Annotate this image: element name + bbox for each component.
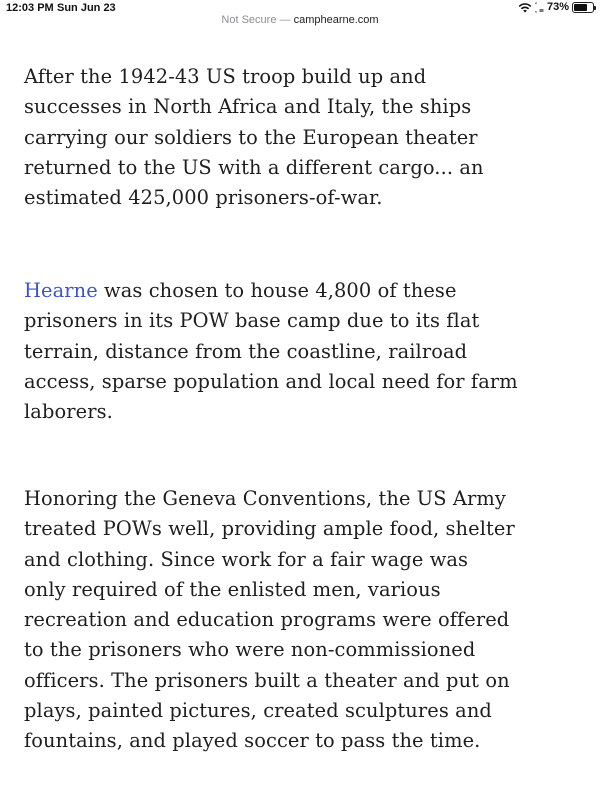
- paragraph-line: and clothing. Since work for a fair wage was: [24, 547, 469, 571]
- battery-percentage: 73%: [546, 1, 569, 13]
- paragraph-line: After the 1942-43 US troop build up and: [24, 65, 427, 88]
- paragraph-line: Honoring the Geneva Conventions, the US Army: [24, 487, 506, 510]
- paragraph-3: [24, 484, 515, 757]
- status-indicators: [518, 1, 594, 13]
- status-time: 12:03 PM: [6, 2, 54, 14]
- battery-icon: [572, 2, 594, 13]
- battery-level-fill: [574, 4, 587, 11]
- paragraph-2: [24, 276, 518, 427]
- paragraph-line: access, sparse population and local need for farm: [24, 369, 518, 393]
- orientation-lock-icon: [535, 2, 544, 13]
- paragraph-1: [24, 62, 484, 213]
- paragraph-line: treated POWs well, providing ample food, shelter: [24, 517, 515, 541]
- paragraph-line: [24, 276, 518, 306]
- paragraph-line: terrain, distance from the coastline, railroad: [24, 339, 468, 363]
- paragraph-line: fountains, and played soccer to pass the time.: [24, 729, 481, 753]
- paragraph-line: plays, painted pictures, created sculptures and: [24, 699, 492, 723]
- paragraph-line: laborers.: [24, 400, 113, 424]
- security-label: Not Secure —: [221, 14, 291, 26]
- paragraph-line: returned to the US with a different cargo... an: [24, 155, 484, 179]
- paragraph-line: prisoners in its POW base camp due to its flat: [24, 309, 480, 333]
- paragraph-line: only required of the enlisted men, various: [24, 577, 441, 601]
- paragraph-line-text: was chosen to house 4,800 of these: [97, 279, 457, 302]
- paragraph-line: recreation and education programs were offered: [24, 608, 510, 632]
- address-bar[interactable]: [0, 14, 600, 30]
- status-date: Sun Jun 23: [57, 2, 116, 14]
- url-domain: camphearne.com: [293, 14, 379, 26]
- paragraph-line: estimated 425,000 prisoners-of-war.: [24, 186, 383, 210]
- hearne-link[interactable]: Hearne: [24, 279, 98, 302]
- paragraph-line: carrying our soldiers to the European theater: [24, 125, 478, 149]
- paragraph-line: to the prisoners who were non-commissioned: [24, 638, 476, 662]
- wifi-icon: [518, 2, 532, 13]
- paragraph-line: officers. The prisoners built a theater and put on: [24, 668, 510, 692]
- paragraph-line: successes in North Africa and Italy, the ships: [24, 95, 472, 119]
